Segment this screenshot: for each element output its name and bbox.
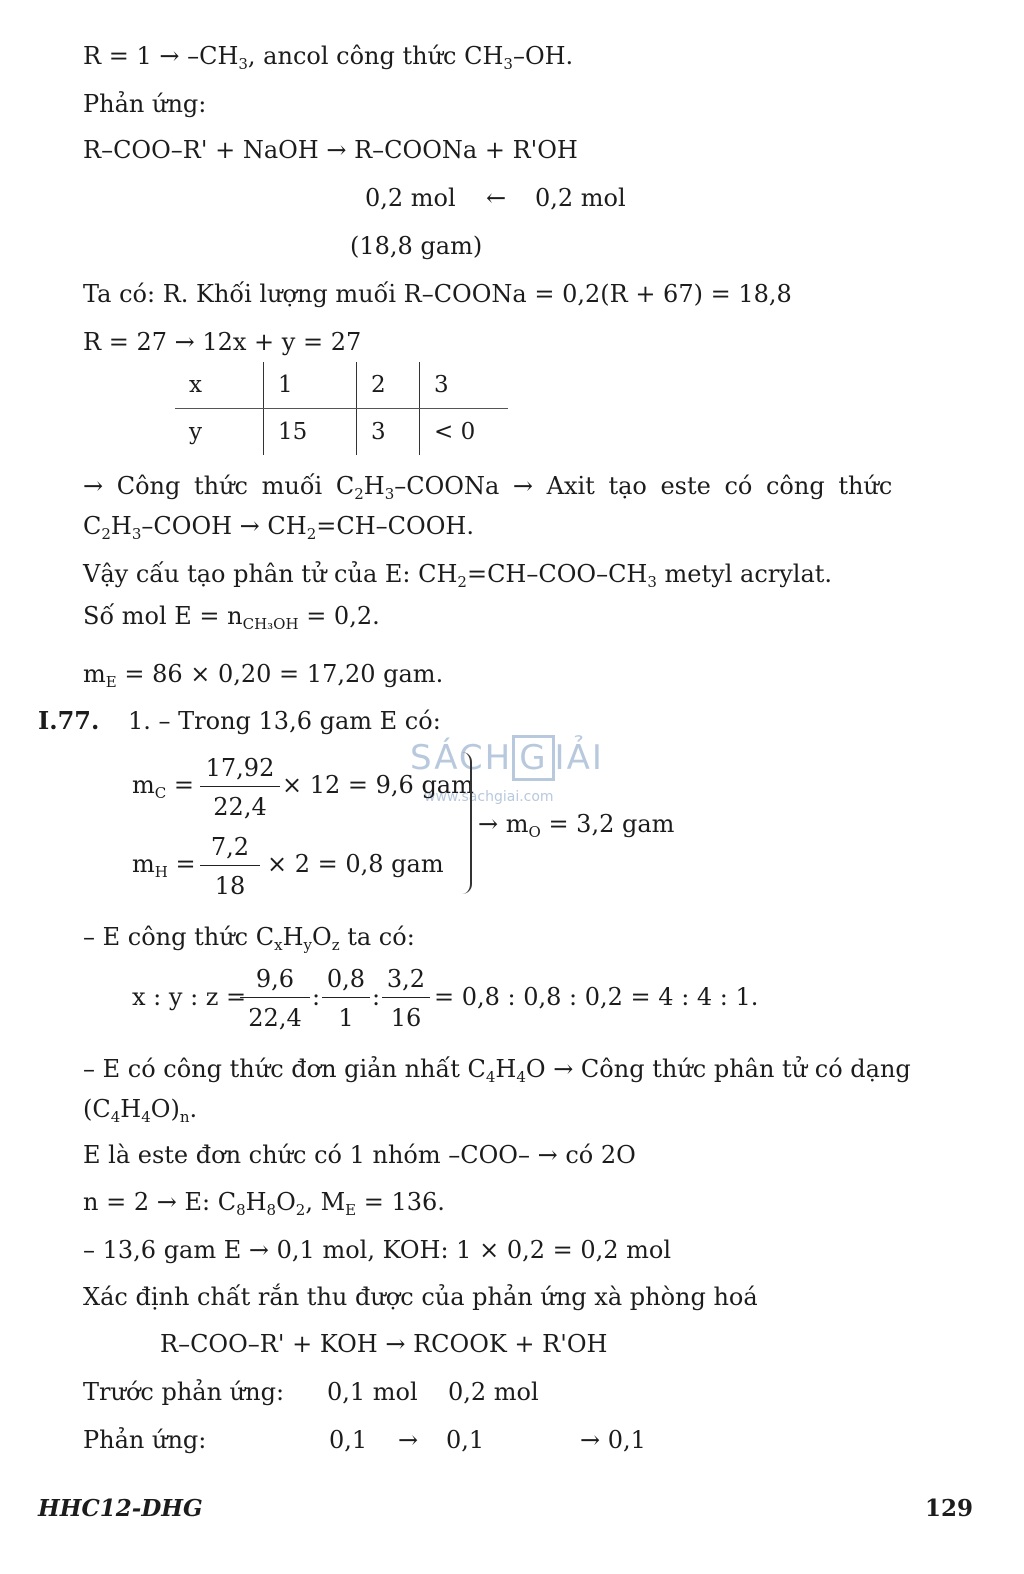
- reaction-equation: R–COO–R' + KOH → RCOOK + R'OH: [160, 1330, 608, 1358]
- text-line: → Công thức muối $C_2H_3$–COONa → Axit tạo este có công thức: [83, 472, 893, 503]
- footer-code: HHC12-DHG: [38, 1495, 203, 1522]
- table-cell: x: [175, 362, 264, 409]
- mol-value: → 0,1: [580, 1426, 646, 1454]
- table-cell: 3: [420, 362, 509, 409]
- mol-value: 0,2 mol: [448, 1378, 539, 1406]
- table-cell: 2: [357, 362, 420, 409]
- reaction-equation: R–COO–R' + NaOH → R–COONa + R'OH: [83, 136, 578, 164]
- text-line: × 12 = 9,6 gam: [282, 771, 474, 799]
- table-cell: 1: [264, 362, 357, 409]
- fraction: $\frac{0,8}{1}$: [322, 965, 370, 1032]
- fraction: $\frac{9,6}{22,4}$: [240, 965, 310, 1032]
- mol-value: 0,2 mol: [365, 184, 456, 212]
- xy-table: [175, 362, 508, 455]
- mol-value: 0,2 mol: [535, 184, 626, 212]
- right-brace: [458, 752, 472, 894]
- mass-carbon-label: $m_C$ =: [132, 771, 194, 802]
- table-cell: 15: [264, 409, 357, 456]
- mass-oxygen-result: → $m_O = 3,2$ gam: [478, 810, 675, 841]
- text-line: – E công thức $C_xH_yO_z$ ta có:: [83, 923, 415, 954]
- watermark-url: www.sachgiai.com: [424, 789, 554, 805]
- mass-value: (18,8 gam): [350, 232, 483, 260]
- page-number: 129: [925, 1495, 974, 1522]
- fraction: $\frac{17,92}{22,4}$: [200, 754, 280, 821]
- arrow-left: ←: [486, 184, 507, 212]
- text-line: R = 27 → 12x + y = 27: [83, 328, 362, 356]
- table-cell: 3: [357, 409, 420, 456]
- ratio-label: x : y : z =: [132, 983, 247, 1011]
- row-label: Phản ứng:: [83, 1426, 207, 1454]
- text-line: $C_2H_3$–COOH → $CH_2=CH$–COOH.: [83, 512, 474, 543]
- text-line: × 2 = 0,8 gam: [267, 850, 444, 878]
- text-line: – 13,6 gam E → 0,1 mol, KOH: 1 × 0,2 = 0,2 mol: [83, 1236, 672, 1264]
- text-line: E là este đơn chức có 1 nhóm –COO– → có 2O: [83, 1141, 636, 1169]
- text-line: Ta có: R. Khối lượng muối R–COONa = 0,2(R + 67) = 18,8: [83, 280, 792, 308]
- watermark-logo: SÁCH G IẢI: [410, 738, 604, 778]
- fraction: $\frac{7,2}{18}$: [200, 833, 260, 900]
- text-line: 1. – Trong 13,6 gam E có:: [128, 707, 441, 735]
- mol-value: 0,1: [446, 1426, 485, 1454]
- text-line: Số mol $E = n_{CH_3OH} = 0,2$.: [83, 602, 380, 633]
- text-line: = 0,8 : 0,8 : 0,2 = 4 : 4 : 1.: [434, 983, 759, 1011]
- text-line: – E có công thức đơn giản nhất $C_4H_4O$ → Công thức phân tử có dạng: [83, 1055, 911, 1086]
- text-line: Vậy cấu tạo phân tử của E: $CH_2=CH-COO-CH_3$ metyl acrylat.: [83, 560, 833, 591]
- fraction: $\frac{3,2}{16}$: [382, 965, 430, 1032]
- colon: :: [372, 983, 381, 1011]
- arrow-right: →: [398, 1426, 419, 1454]
- text-line: n = 2 → E: $C_8H_8O_2$, $M_E = 136$.: [83, 1188, 445, 1219]
- problem-number: I.77.: [38, 706, 100, 735]
- colon: :: [312, 983, 321, 1011]
- text-line: $(C_4H_4O)_n$.: [83, 1095, 198, 1126]
- row-label: Trước phản ứng:: [83, 1378, 285, 1406]
- table-cell: y: [189, 419, 202, 445]
- text-line: Phản ứng:: [83, 90, 207, 118]
- table-cell: < 0: [420, 409, 509, 456]
- text-line: $m_E = 86 \times 0,20 = 17,20$ gam.: [83, 660, 444, 691]
- table-row: [175, 362, 508, 409]
- text-line: Xác định chất rắn thu được của phản ứng xà phòng hoá: [83, 1283, 758, 1311]
- text-line: $R = 1 \to -CH_3$, ancol công thức $CH_3-OH$.: [83, 42, 574, 73]
- mol-value: 0,1: [329, 1426, 368, 1454]
- mol-value: 0,1 mol: [327, 1378, 418, 1406]
- mass-hydrogen-label: $m_H$ =: [132, 850, 196, 881]
- table-row: [175, 409, 508, 456]
